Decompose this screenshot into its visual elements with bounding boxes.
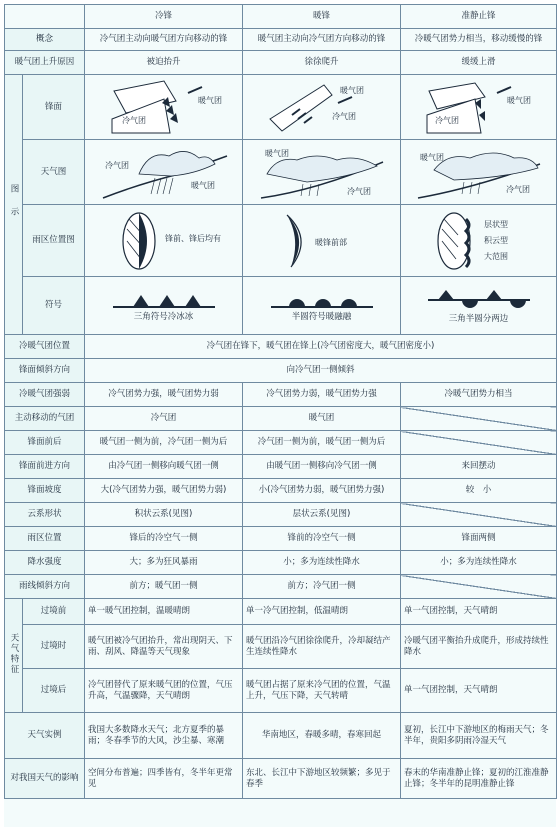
cold-front-cloud [139, 151, 215, 176]
header-corner [5, 5, 85, 29]
cell-strength-stationary: 冷暖气团势力相当 [401, 383, 557, 407]
row-before-after [5, 431, 557, 455]
cell-before-cold: 单一暖气团控制，温暖晴朗 [85, 599, 243, 625]
header-warm-front: 暖锋 [243, 5, 401, 29]
warm-front-symbol [267, 289, 377, 311]
front-comparison-table-page [4, 4, 556, 827]
cell-concept-stationary: 冷暖气团势力相当，移动缓慢的锋 [401, 29, 557, 51]
label-before-after: 锋面前后 [5, 431, 85, 455]
weather-warm-air-label-stat: 暖气团 [419, 153, 444, 162]
cell-symbol-cold [85, 277, 243, 335]
row-feature-during [5, 625, 557, 669]
cell-example-stationary: 夏初，长江中下游地区的梅雨天气；冬半年，贵阳多阴雨冷湿天气 [401, 713, 557, 759]
stationary-arrow [497, 87, 511, 93]
cell-slope-stationary: 较 小 [401, 479, 557, 503]
warm-symbol-caption: 半圆符号暖融融 [291, 311, 352, 322]
label-active-mass: 主动移动的气团 [5, 407, 85, 431]
cell-rise-stationary: 缓缓上滑 [401, 51, 557, 75]
row-strength [5, 383, 557, 407]
warm-fig-cold-air-label: 冷气团 [331, 112, 356, 121]
cell-rain-pos-cold: 锋后的冷空气一侧 [85, 527, 243, 551]
cell-impact-cold: 空间分布普遍；四季皆有，冬半年更常见 [85, 759, 243, 799]
cell-before-after-warm: 冷气团一侧为前，暖气团一侧为后 [243, 431, 401, 455]
cold-fig-cold-air-label: 冷气团 [121, 116, 146, 125]
cell-direction-cold: 由冷气团一侧移向暖气团一侧 [85, 455, 243, 479]
label-front-figure: 锋面 [23, 75, 85, 140]
cell-clouds-warm: 层状云系(见图) [243, 503, 401, 527]
label-position: 冷暖气团位置 [5, 335, 85, 359]
row-weather-figure [5, 140, 557, 205]
row-impact [5, 759, 557, 799]
label-example: 天气实例 [5, 713, 85, 759]
cell-impact-stationary: 春末的华南准静止锋；夏初的江淮准静止锋；冬半年的昆明准静止锋 [401, 759, 557, 799]
cell-symbol-warm [243, 277, 401, 335]
cell-symbol-stationary [401, 277, 557, 335]
cell-clouds-cold: 积状云系(见图) [85, 503, 243, 527]
row-front-figure [5, 75, 557, 140]
warm-air-arrow [188, 87, 202, 93]
label-weather-figure: 天气图 [23, 140, 85, 205]
warm-symbol-semicircles [289, 299, 357, 307]
cell-example-cold: 我国大多数降水天气；北方夏季的暴雨；冬春季节的大风，沙尘暴、寒潮 [85, 713, 243, 759]
row-rain-position [5, 527, 557, 551]
row-feature-before [5, 599, 557, 625]
row-rain-area-figure [5, 205, 557, 277]
stat-rain-outline [438, 213, 470, 269]
warm-front-cloud [267, 156, 377, 182]
stat-rain-note-1: 层状型 [483, 219, 508, 229]
cell-rain-figure-stationary [401, 205, 557, 277]
cell-cloud-tilt-stationary-empty [401, 575, 557, 599]
stat-rain-note-3: 大范围 [483, 251, 508, 261]
label-feature-during: 过境时 [23, 625, 85, 669]
cell-concept-warm: 暖气团主动向冷气团方向移动的锋 [243, 29, 401, 51]
label-feature-after: 过境后 [23, 669, 85, 713]
row-cloud-tilt [5, 575, 557, 599]
warm-front-rain-area [257, 209, 387, 273]
cell-impact-warm: 东北、长江中下游地区较频繁；多见于春季 [243, 759, 401, 799]
row-position [5, 335, 557, 359]
cell-slope-warm: 小(冷气团势力弱，暖气团势力强) [243, 479, 401, 503]
row-example [5, 713, 557, 759]
row-rise-cause [5, 51, 557, 75]
label-feature-before: 过境前 [23, 599, 85, 625]
cold-symbol-caption: 三角符号冷冰冰 [133, 311, 194, 322]
row-concept [5, 29, 557, 51]
stat-fig-cold-air-label: 冷气团 [434, 116, 459, 125]
label-rain-position: 雨区位置 [5, 527, 85, 551]
cell-slope-cold: 大(冷气团势力强，暖气团势力弱) [85, 479, 243, 503]
label-symbol: 符号 [23, 277, 85, 335]
cell-rain-figure-cold [85, 205, 243, 277]
weather-warm-air-label-cold: 暖气团 [190, 181, 215, 190]
cell-front-figure-cold [85, 75, 243, 140]
cell-weather-figure-warm [243, 140, 401, 205]
weather-cold-air-label-stat: 冷气团 [505, 185, 530, 194]
cold-front-cross-section [104, 79, 224, 135]
cell-active-stationary-empty [401, 407, 557, 431]
cold-rain-note: 锋前、锋后均有 [164, 233, 221, 243]
cell-active-cold: 冷气团 [85, 407, 243, 431]
cold-front-symbol [109, 289, 219, 311]
cell-after-cold: 冷气团替代了原来暖气团的位置，气压升高，气温骤降，天气晴朗 [85, 669, 243, 713]
cold-symbol-triangles [133, 295, 201, 307]
label-cloud-tilt: 雨线倾斜方向 [5, 575, 85, 599]
stat-fig-warm-air-label: 暖气团 [506, 96, 531, 105]
cell-active-warm: 暖气团 [243, 407, 401, 431]
front-comparison-table [4, 4, 557, 799]
feature-group-text: 天气特征 [9, 632, 19, 675]
header-stationary-front: 准静止锋 [401, 5, 557, 29]
row-intensity [5, 551, 557, 575]
warm-rain-note: 暖锋前部 [314, 237, 347, 247]
cell-intensity-cold: 大；多为狂风暴雨 [85, 551, 243, 575]
cell-during-cold: 暖气团被冷气团抬升，常出现阴天、下雨、刮风、降温等天气现象 [85, 625, 243, 669]
stat-rain-note-2: 积云型 [483, 235, 508, 245]
cell-intensity-stationary: 小；多为连续性降水 [401, 551, 557, 575]
cell-after-warm: 暖气团占据了原来冷气团的位置，气温上升，气压下降，天气转晴 [243, 669, 401, 713]
stationary-front-rain-area [414, 209, 544, 273]
row-slope [5, 479, 557, 503]
cell-direction-stationary: 来回摆动 [401, 455, 557, 479]
cell-rain-figure-warm [243, 205, 401, 277]
cell-before-warm: 单一冷气团控制，低温晴朗 [243, 599, 401, 625]
cell-rise-warm: 徐徐爬升 [243, 51, 401, 75]
weather-cold-air-label: 冷气团 [104, 161, 129, 170]
label-diagram-group [5, 75, 23, 335]
cell-cloud-tilt-warm: 前方；冷气团一侧 [243, 575, 401, 599]
cell-before-after-stationary-empty [401, 431, 557, 455]
row-active-mass [5, 407, 557, 431]
cell-tilt: 向冷气团一侧倾斜 [85, 359, 557, 383]
warm-rain-crescent [287, 215, 299, 267]
diagram-group-text: 图 示 [9, 183, 19, 222]
cell-during-stationary: 冷暖气团平衡抬升成爬升，形成持续性降水 [401, 625, 557, 669]
cell-concept-cold: 冷气团主动向暖气团方向移动的锋 [85, 29, 243, 51]
cell-before-stationary: 单一气团控制，天气晴朗 [401, 599, 557, 625]
label-slope: 锋面坡度 [5, 479, 85, 503]
label-tilt: 锋面倾斜方向 [5, 359, 85, 383]
cell-cloud-tilt-cold: 前方；暖气团一侧 [85, 575, 243, 599]
cold-fig-warm-air-label: 暖气团 [197, 96, 222, 105]
label-rise-cause: 暖气团上升原因 [5, 51, 85, 75]
cell-rain-pos-stationary: 锋面两侧 [401, 527, 557, 551]
row-symbol [5, 277, 557, 335]
warm-front-arrow [338, 97, 352, 103]
cell-position: 冷气团在锋下，暖气团在锋上(冷气团密度大，暖气团密度小) [85, 335, 557, 359]
stationary-front-cross-section [419, 79, 539, 135]
label-intensity: 降水强度 [5, 551, 85, 575]
warm-front-cross-section [262, 79, 382, 135]
header-cold-front: 冷锋 [85, 5, 243, 29]
cell-front-figure-warm [243, 75, 401, 140]
cell-strength-warm: 冷气团势力弱，暖气团势力强 [243, 383, 401, 407]
cell-direction-warm: 由暖气团一侧移向冷气团一侧 [243, 455, 401, 479]
cell-after-stationary: 单一气团控制，天气晴朗 [401, 669, 557, 713]
cell-example-warm: 华南地区，春暖多晴，春寒回起 [243, 713, 401, 759]
cold-front-rain [151, 178, 173, 194]
stat-symbol-semicircles [462, 300, 526, 308]
cold-front-weather-diagram [99, 144, 229, 200]
warm-front-weather-diagram [257, 144, 387, 200]
cell-rain-pos-warm: 锋前的冷空气一侧 [243, 527, 401, 551]
cell-intensity-warm: 小；多为连续性降水 [243, 551, 401, 575]
cell-clouds-stationary-empty [401, 503, 557, 527]
stat-symbol-triangles [438, 290, 502, 300]
cell-weather-figure-cold [85, 140, 243, 205]
header-row [5, 5, 557, 29]
warm-front-slope [270, 85, 332, 131]
cell-during-warm: 暖气团沿冷气团徐徐爬升，冷却凝结产生连续性降水 [243, 625, 401, 669]
label-clouds: 云系形状 [5, 503, 85, 527]
row-direction [5, 455, 557, 479]
cell-front-figure-stationary [401, 75, 557, 140]
cell-strength-cold: 冷气团势力强，暖气团势力弱 [85, 383, 243, 407]
label-feature-group [5, 599, 23, 713]
weather-warm-air-label-warm: 暖气团 [264, 149, 289, 158]
cell-before-after-cold: 暖气团一侧为前，冷气团一侧为后 [85, 431, 243, 455]
stationary-front-weather-diagram [414, 144, 544, 200]
label-strength: 冷暖气团强弱 [5, 383, 85, 407]
cold-front-rain-area [99, 209, 229, 273]
stat-symbol-caption: 三角半圆分两边 [448, 313, 509, 324]
label-concept: 概念 [5, 29, 85, 51]
label-rain-area-figure: 雨区位置图 [23, 205, 85, 277]
row-tilt [5, 359, 557, 383]
warm-fig-warm-air-label: 暖气团 [339, 86, 364, 95]
cell-weather-figure-stationary [401, 140, 557, 205]
stationary-front-cloud [434, 153, 538, 180]
weather-cold-air-label-warm: 冷气团 [346, 187, 371, 196]
label-impact: 对我国天气的影响 [5, 759, 85, 799]
stationary-front-symbol [424, 287, 534, 313]
cell-rise-cold: 被迫抬升 [85, 51, 243, 75]
row-feature-after [5, 669, 557, 713]
label-direction: 锋面前进方向 [5, 455, 85, 479]
row-clouds [5, 503, 557, 527]
